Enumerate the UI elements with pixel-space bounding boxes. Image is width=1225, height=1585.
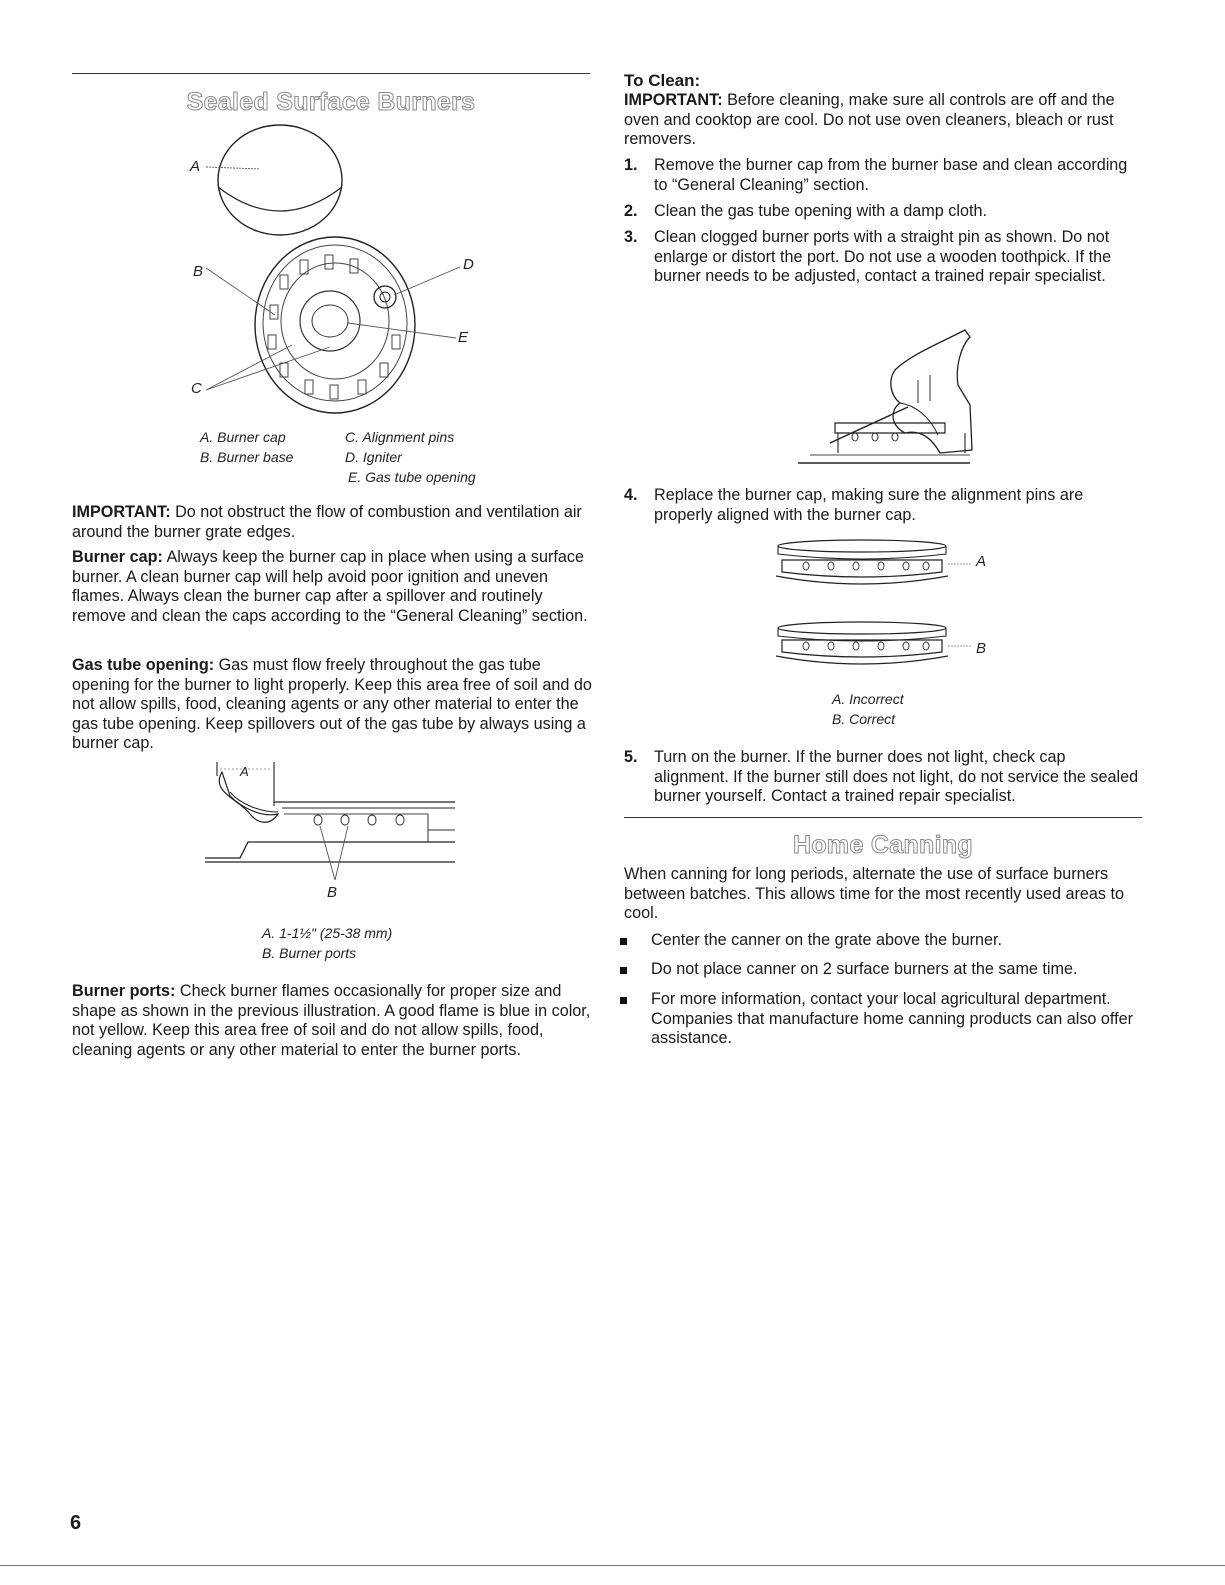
- page-bottom-rule: [0, 1565, 1225, 1566]
- paragraph-important: IMPORTANT: Do not obstruct the flow of combustion and ventilation air around the burner grate edges.: [72, 503, 582, 541]
- figure-letter-a: A: [190, 158, 201, 175]
- canning-bullet-1: Center the canner on the grate above the burner.: [618, 931, 1144, 951]
- caption-incorrect: A. Incorrect: [832, 691, 904, 707]
- step-2: 2. Clean the gas tube opening with a damp cloth.: [624, 202, 987, 220]
- paragraph-burner-cap: Burner cap: Always keep the burner cap in place when using a surface burner. A clean burner cap will help avoid poor ignition and uneven flames. Always clean the burner cap after a spillover and routinely remove and clean the caps according to the “General Cleaning” section.: [72, 548, 588, 625]
- paragraph-cleaning-important: IMPORTANT: Before cleaning, make sure all controls are off and the oven and cooktop are cool. Do not use oven cleaners, bleach or rust removers.: [624, 91, 1115, 149]
- caption-gas-tube-opening: E. Gas tube opening: [348, 469, 476, 485]
- figure-letter-d: D: [463, 256, 474, 273]
- cap-correct-shape: [776, 622, 972, 664]
- burner-exploded-illustration: [180, 125, 510, 430]
- page-number: 6: [70, 1512, 82, 1534]
- burner-ports: [268, 255, 400, 399]
- cap-incorrect-shape: [776, 540, 972, 584]
- paragraph-burner-ports: Burner ports: Check burner flames occasionally for proper size and shape as shown in the previous illustration. A good flame is blue in color, not yellow. Keep this area free of soil and do not allow spills, food, cleaning agents or any other material to enter the burner ports.: [72, 982, 591, 1059]
- left-top-rule: [72, 73, 590, 74]
- canning-bullet-3: For more information, contact your local agricultural department. Companies that manufacture home canning products can also offer assistance.: [618, 990, 1144, 1049]
- flame-letter-b: B: [327, 884, 338, 901]
- bullet-square: [620, 938, 627, 945]
- cap-letter-a: A: [976, 553, 987, 570]
- caption-burner-cap: A. Burner cap: [200, 429, 286, 445]
- caption-igniter: D. Igniter: [345, 449, 402, 465]
- paragraph-gas-tube-opening: Gas tube opening: Gas must flow freely throughout the gas tube opening for the burner to light properly. Keep this area free of soil and do not allow spills, food, cleaning agents or any other material to enter the gas tube opening. Keep spillovers out of the gas tube by always using a burner cap.: [72, 656, 592, 753]
- cap-letter-b: B: [976, 640, 987, 657]
- caption-alignment-pins: C. Alignment pins: [345, 429, 455, 445]
- figure-letter-b: B: [193, 263, 204, 280]
- step-1: 1. Remove the burner cap from the burner base and clean according to “General Cleaning” section.: [624, 156, 1128, 194]
- bullet-square: [620, 997, 627, 1004]
- step-3: 3. Clean clogged burner ports with a straight pin as shown. Do not enlarge or distort the port. Do not use a wooden toothpick. If the burner needs to be adjusted, contact a trained repair specialist.: [624, 228, 1112, 286]
- figure-letter-e: E: [458, 329, 469, 346]
- right-section-rule: [624, 817, 1142, 818]
- igniter-shape: [374, 286, 396, 308]
- paragraph-canning-intro: When canning for long periods, alternate the use of surface burners between batches. This allows time for the most recently used areas to cool.: [624, 865, 1124, 923]
- flame-letter-a: A: [240, 764, 249, 779]
- flame-height-illustration: [200, 762, 460, 892]
- pin-cleaning-illustration: [790, 325, 980, 467]
- step-5: 5. Turn on the burner. If the burner does not light, check cap alignment. If the burner still does not light, do not service the sealed burner yourself. Contact a trained repair specialist.: [624, 748, 1139, 806]
- flame-shape: [219, 772, 278, 822]
- burner-cap-rim: [218, 187, 342, 211]
- bullet-square: [620, 967, 627, 974]
- hand-shape: [891, 330, 972, 453]
- caption-burner-ports: B. Burner ports: [262, 945, 357, 961]
- caption-flame-height: A. 1-1½" (25-38 mm): [262, 925, 393, 941]
- cap-alignment-illustration: [776, 536, 976, 676]
- caption-correct: B. Correct: [832, 711, 896, 727]
- caption-burner-base: B. Burner base: [200, 449, 294, 465]
- canning-bullet-2: Do not place canner on 2 surface burners at the same time.: [618, 960, 1144, 980]
- section-title-home-canning: Home Canning: [793, 831, 973, 859]
- heading-to-clean: To Clean:: [624, 71, 701, 90]
- burner-cap-shape: [218, 125, 342, 235]
- section-title-sealed-burners: Sealed Surface Burners: [186, 88, 476, 116]
- figure-letter-c: C: [191, 380, 202, 397]
- step-4: 4. Replace the burner cap, making sure the alignment pins are properly aligned with the burner cap.: [624, 486, 1084, 524]
